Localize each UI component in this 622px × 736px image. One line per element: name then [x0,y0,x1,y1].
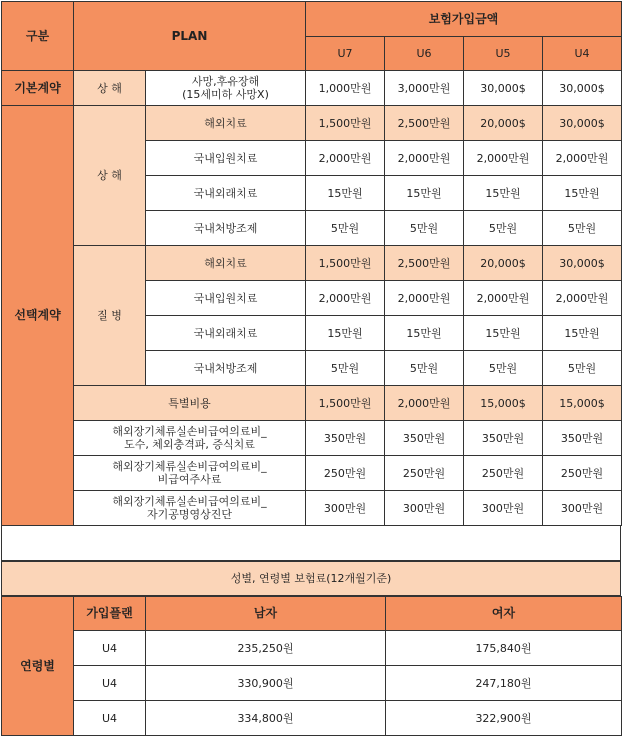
coverage-table [1,1,622,526]
coverage-item: 국내외래치료 [146,176,306,211]
value-cell: 30,000$ [543,106,622,141]
value-cell: 250만원 [385,456,464,491]
premium-female: 322,900원 [386,701,622,736]
value-cell: 15만원 [464,176,543,211]
value-cell: 2,000만원 [464,281,543,316]
coverage-item: 국내처방조제 [146,211,306,246]
value-cell: 15만원 [385,176,464,211]
plan-col-u6: U6 [385,37,464,71]
plan-header: PLAN [74,2,306,71]
value-cell: 2,000만원 [543,141,622,176]
premium-female: 175,840원 [386,631,622,666]
premium-table [1,596,622,736]
value-cell: 15만원 [306,176,385,211]
plan-col-u5: U5 [464,37,543,71]
value-cell: 30,000$ [464,71,543,106]
value-cell: 15,000$ [464,386,543,421]
value-cell: 15만원 [306,316,385,351]
value-cell: 2,500만원 [385,246,464,281]
age-group-label: 연령별 [2,597,74,736]
value-cell: 5만원 [306,211,385,246]
value-cell: 2,000만원 [543,281,622,316]
value-cell: 2,000만원 [306,141,385,176]
value-cell: 2,000만원 [385,141,464,176]
basic-item: 사망,후유장해 (15세미하 사망X) [146,71,306,106]
value-cell: 3,000만원 [385,71,464,106]
value-cell: 15만원 [385,316,464,351]
premium-plan: U4 [74,631,146,666]
basic-type-label: 상 해 [74,71,146,106]
value-cell: 2,500만원 [385,106,464,141]
category-header: 구분 [2,2,74,71]
premium-title: 성별, 연령별 보험료(12개월기준) [1,561,621,596]
coverage-item: 국내처방조제 [146,351,306,386]
value-cell: 15,000$ [543,386,622,421]
long-stay-item: 해외장기체류실손비급여의료비_ 비급여주사료 [74,456,306,491]
value-cell: 30,000$ [543,71,622,106]
value-cell: 5만원 [464,211,543,246]
premium-female: 247,180원 [386,666,622,701]
value-cell: 15만원 [543,176,622,211]
value-cell: 250만원 [464,456,543,491]
injury-label: 상 해 [74,106,146,246]
male-column-header: 남자 [146,597,386,631]
value-cell: 250만원 [306,456,385,491]
value-cell: 2,000만원 [385,386,464,421]
value-cell: 1,500만원 [306,106,385,141]
premium-male: 235,250원 [146,631,386,666]
value-cell: 1,500만원 [306,386,385,421]
value-cell: 300만원 [385,491,464,526]
value-cell: 300만원 [464,491,543,526]
premium-plan: U4 [74,666,146,701]
coverage-item: 해외치료 [146,106,306,141]
value-cell: 5만원 [385,351,464,386]
value-cell: 5만원 [385,211,464,246]
value-cell: 5만원 [306,351,385,386]
plan-column-header: 가입플랜 [74,597,146,631]
long-stay-item: 해외장기체류실손비급여의료비_ 도수, 체외충격파, 증식치료 [74,421,306,456]
value-cell: 5만원 [543,211,622,246]
value-cell: 2,000만원 [464,141,543,176]
plan-col-u4: U4 [543,37,622,71]
plan-col-u7: U7 [306,37,385,71]
long-stay-item: 해외장기체류실손비급여의료비_ 자기공명영상진단 [74,491,306,526]
value-cell: 20,000$ [464,246,543,281]
value-cell: 1,500만원 [306,246,385,281]
female-column-header: 여자 [386,597,622,631]
value-cell: 15만원 [543,316,622,351]
disease-label: 질 병 [74,246,146,386]
value-cell: 5만원 [543,351,622,386]
value-cell: 350만원 [464,421,543,456]
value-cell: 30,000$ [543,246,622,281]
value-cell: 300만원 [543,491,622,526]
coverage-item: 해외치료 [146,246,306,281]
optional-contract-label: 선택계약 [2,106,74,526]
premium-plan: U4 [74,701,146,736]
value-cell: 15만원 [464,316,543,351]
value-cell: 250만원 [543,456,622,491]
premium-male: 330,900원 [146,666,386,701]
coverage-item: 국내입원치료 [146,281,306,316]
coverage-item: 국내입원치료 [146,141,306,176]
special-cost-item: 특별비용 [74,386,306,421]
value-cell: 350만원 [306,421,385,456]
basic-contract-label: 기본계약 [2,71,74,106]
value-cell: 350만원 [385,421,464,456]
value-cell: 5만원 [464,351,543,386]
spacer-row [1,525,621,561]
value-cell: 1,000만원 [306,71,385,106]
premium-male: 334,800원 [146,701,386,736]
value-cell: 350만원 [543,421,622,456]
value-cell: 20,000$ [464,106,543,141]
value-cell: 300만원 [306,491,385,526]
value-cell: 2,000만원 [385,281,464,316]
insured-amount-header: 보험가입금액 [306,2,622,37]
value-cell: 2,000만원 [306,281,385,316]
coverage-item: 국내외래치료 [146,316,306,351]
